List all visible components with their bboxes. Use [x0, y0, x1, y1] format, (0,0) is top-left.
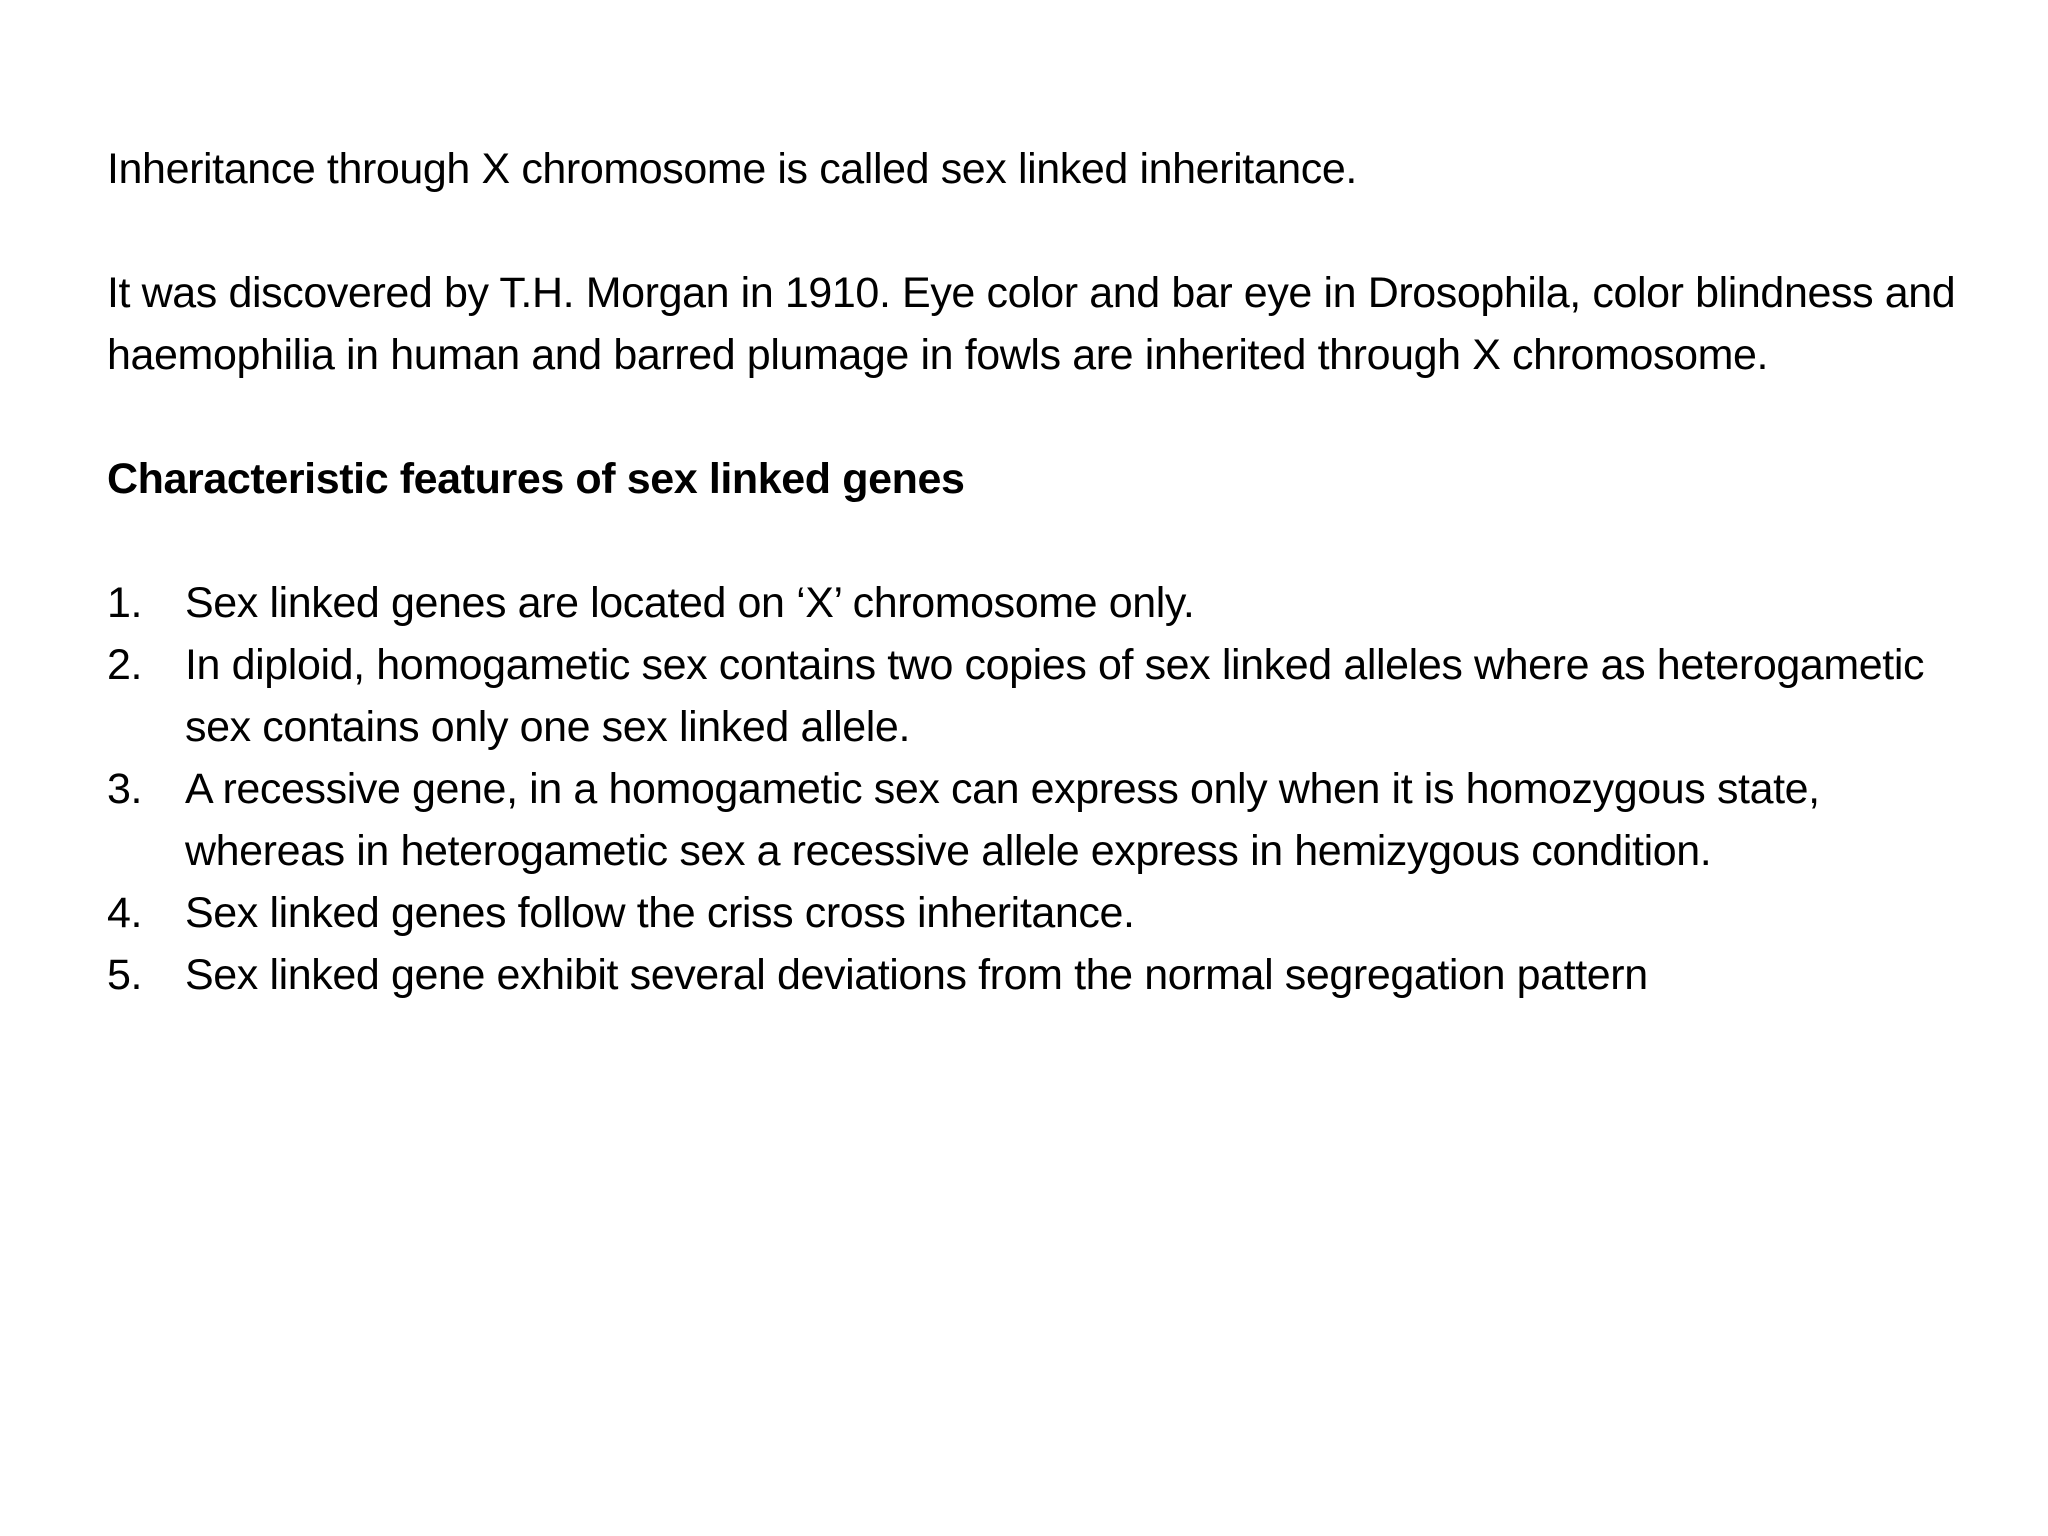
list-item-number: 4.	[107, 889, 143, 937]
intro-paragraph: Inheritance through X chromosome is called sex linked inheritance.	[107, 145, 1357, 193]
list-item-number: 5.	[107, 951, 143, 999]
list-item	[107, 758, 1987, 882]
list-item	[107, 572, 1987, 634]
features-list	[107, 572, 1987, 1006]
discovery-paragraph: It was discovered by T.H. Morgan in 1910. Eye color and bar eye in Drosophila, color blindness and haemophilia in human and barred plumage in fowls are inherited through X chromosome.	[107, 269, 1956, 379]
slide-content	[107, 138, 1987, 1006]
list-item-number: 1.	[107, 579, 143, 627]
list-item-number: 2.	[107, 641, 143, 689]
list-item-text: Sex linked genes are located on ‘X’ chromosome only.	[185, 579, 1195, 627]
list-item-text: Sex linked genes follow the criss cross inheritance.	[185, 889, 1135, 937]
list-item-text: A recessive gene, in a homogametic sex can express only when it is homozygous state, whereas in heterogametic sex a recessive allele express in hemizygous condition.	[185, 765, 1820, 875]
list-item-text: In diploid, homogametic sex contains two copies of sex linked alleles where as heterogametic sex contains only one sex linked allele.	[185, 641, 1925, 751]
list-item	[107, 944, 1987, 1006]
list-item	[107, 634, 1987, 758]
list-item	[107, 882, 1987, 944]
list-item-text: Sex linked gene exhibit several deviations from the normal segregation pattern	[185, 951, 1648, 999]
list-item-number: 3.	[107, 765, 143, 813]
features-heading: Characteristic features of sex linked genes	[107, 455, 965, 503]
